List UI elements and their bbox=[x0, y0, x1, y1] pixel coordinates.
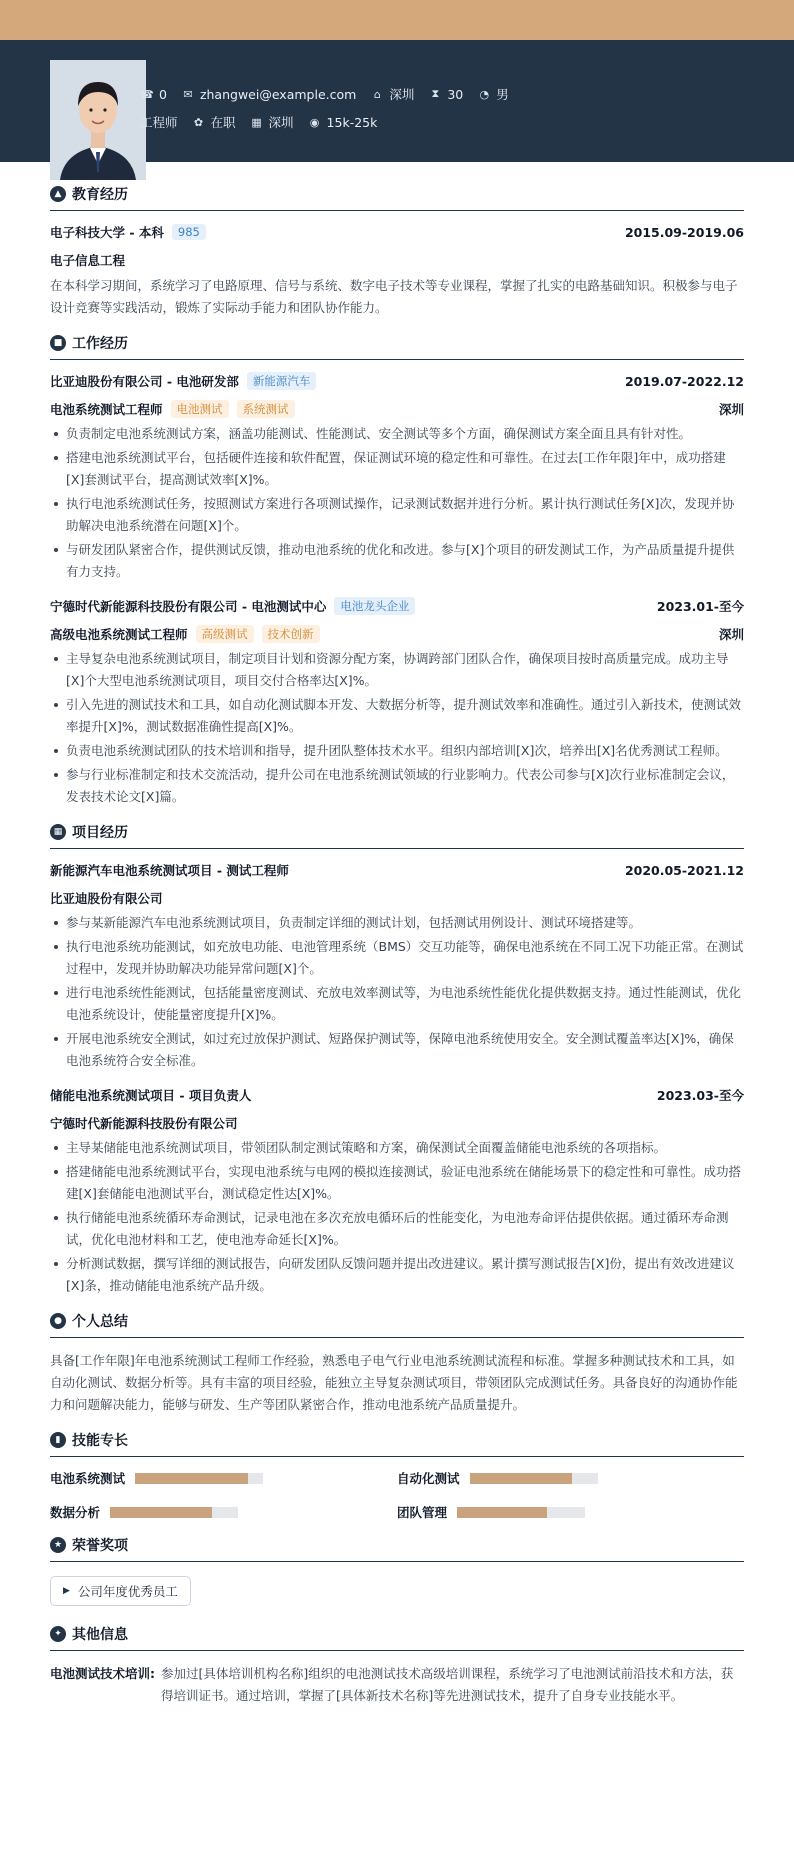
skill-name: 团队管理 bbox=[397, 1505, 448, 1520]
skill-item bbox=[50, 1469, 397, 1487]
company-name: 比亚迪股份有限公司 - 电池研发部 bbox=[50, 374, 239, 389]
skill-bar bbox=[135, 1473, 263, 1484]
contact-row-2 bbox=[140, 113, 391, 131]
chart-icon: ▮ bbox=[50, 1432, 66, 1448]
other-section bbox=[50, 1624, 744, 1707]
role-tag: 高级测试 bbox=[196, 625, 254, 643]
education-title: 教育经历 bbox=[72, 187, 128, 203]
contact-item bbox=[140, 87, 167, 102]
skill-item bbox=[397, 1469, 744, 1487]
education-date: 2015.09-2019.06 bbox=[624, 224, 744, 240]
contact-item bbox=[192, 113, 236, 131]
work-item bbox=[50, 597, 744, 808]
briefcase-icon: ■ bbox=[50, 335, 66, 351]
contact-item bbox=[140, 113, 178, 131]
play-icon: ▶ bbox=[63, 1586, 70, 1596]
list-item: 与研发团队紧密合作，提供测试反馈，推动电池系统的优化和改进。参与[X]个项目的研发测试工作，为产品质量提升提供有力支持。 bbox=[50, 539, 744, 583]
major: 电子信息工程 bbox=[50, 253, 126, 268]
contact-text: 工程师 bbox=[140, 115, 178, 130]
skill-name: 数据分析 bbox=[50, 1505, 101, 1520]
job-role: 电池系统测试工程师 bbox=[50, 402, 163, 417]
list-item: 主导某储能电池系统测试项目，带领团队制定测试策略和方案，确保测试全面覆盖储能电池系统的各项指标。 bbox=[50, 1137, 744, 1159]
project-bullets bbox=[50, 912, 744, 1072]
skill-bar bbox=[470, 1473, 598, 1484]
work-bullets bbox=[50, 648, 744, 808]
skill-name: 电池系统测试 bbox=[50, 1471, 126, 1486]
user-icon: ● bbox=[50, 1313, 66, 1329]
skill-item bbox=[50, 1503, 397, 1521]
role-tag: 系统测试 bbox=[237, 400, 295, 418]
list-item: 引入先进的测试技术和工具，如自动化测试脚本开发、大数据分析等，提升测试效率和准确性。通过引入新技术，使测试效率提升[X]%，测试数据准确性提高[X]%。 bbox=[50, 694, 744, 738]
grid-icon: ▦ bbox=[50, 824, 66, 840]
contact-text: 0 bbox=[159, 86, 167, 102]
list-item: 负责电池系统测试团队的技术培训和指导，提升团队整体技术水平。组织内部培训[X]次，培养出[X]名优秀测试工程师。 bbox=[50, 740, 744, 762]
project-name: 新能源汽车电池系统测试项目 - 测试工程师 bbox=[50, 863, 289, 878]
phone-icon: ☎ bbox=[140, 87, 154, 101]
contact-text: 30 bbox=[447, 86, 464, 102]
work-location: 深圳 bbox=[718, 627, 744, 642]
work-date: 2019.07-2022.12 bbox=[624, 373, 744, 389]
list-item: 搭建电池系统测试平台，包括硬件连接和软件配置，保证测试环境的稳定性和可靠性。在过去[工作年限]年中，成功搭建[X]套测试平台，提高测试效率[X]%。 bbox=[50, 447, 744, 491]
education-desc: 在本科学习期间，系统学习了电路原理、信号与系统、数字电子技术等专业课程，掌握了扎实的电路基础知识。积极参与电子设计竞赛等实践活动，锻炼了实际动手能力和团队协作能力。 bbox=[50, 278, 738, 315]
project-date: 2023.03-至今 bbox=[656, 1088, 744, 1103]
project-bullets bbox=[50, 1137, 744, 1297]
graduation-cap-icon: ▲ bbox=[50, 186, 66, 202]
resume-header bbox=[0, 40, 794, 162]
summary-section bbox=[50, 1311, 744, 1416]
role-tag: 电池测试 bbox=[171, 400, 229, 418]
resume-body bbox=[0, 162, 794, 1727]
summary-text: 具备[工作年限]年电池系统测试工程师工作经验，熟悉电子电气行业电池系统测试流程和标准。掌握多种测试技术和工具，如自动化测试、数据分析等。具有丰富的项目经验，能独立主导复杂测试项目，带领团队完成测试任务。具备良好的沟通协作能力和问题解决能力，能够与研发、生产等团队紧密合作，推动电池系统产品质量提升。 bbox=[50, 1353, 738, 1412]
contact-text: 男 bbox=[496, 87, 509, 102]
building-icon: ▦ bbox=[251, 115, 262, 129]
contact-text: 深圳 bbox=[268, 115, 294, 130]
contact-item bbox=[308, 115, 378, 130]
contact-text: zhangwei@example.com bbox=[199, 86, 357, 102]
work-item bbox=[50, 372, 744, 583]
role-tag: 技术创新 bbox=[262, 625, 320, 643]
summary-title: 个人总结 bbox=[72, 1314, 128, 1330]
status-icon: ✿ bbox=[193, 115, 204, 129]
education-section bbox=[50, 184, 744, 319]
company-name: 宁德时代新能源科技股份有限公司 - 电池测试中心 bbox=[50, 599, 327, 614]
list-item: 执行电池系统功能测试，如充放电功能、电池管理系统（BMS）交互功能等，确保电池系统在不同工况下功能正常。在测试过程中，发现并协助解决功能异常问题[X]个。 bbox=[50, 936, 744, 980]
list-item: 主导复杂电池系统测试项目，制定项目计划和资源分配方案，协调跨部门团队合作，确保项目按时高质量完成。成功主导[X]个大型电池系统测试项目，项目交付合格率达[X]%。 bbox=[50, 648, 744, 692]
work-location: 深圳 bbox=[718, 402, 744, 417]
other-label: 电池测试技术培训: bbox=[50, 1666, 155, 1681]
list-item: 开展电池系统安全测试，如过充过放保护测试、短路保护测试等，保障电池系统使用安全。安全测试覆盖率达[X]%，确保电池系统符合安全标准。 bbox=[50, 1028, 744, 1072]
work-date: 2023.01-至今 bbox=[656, 599, 744, 614]
contact-item bbox=[428, 87, 463, 102]
skill-bar bbox=[110, 1507, 238, 1518]
awards-title: 荣誉奖项 bbox=[72, 1538, 128, 1554]
contact-item bbox=[181, 87, 356, 102]
salary-icon: ◉ bbox=[309, 115, 320, 129]
top-accent-bar bbox=[0, 0, 794, 40]
contact-text: 15k-25k bbox=[326, 114, 378, 130]
skills-title: 技能专长 bbox=[72, 1433, 128, 1449]
contact-text: 深圳 bbox=[389, 87, 415, 102]
company-tag: 电池龙头企业 bbox=[334, 597, 415, 615]
info-icon: ✦ bbox=[50, 1626, 66, 1642]
project-date: 2020.05-2021.12 bbox=[624, 862, 744, 878]
skills-section bbox=[50, 1430, 744, 1521]
list-item: 进行电池系统性能测试，包括能量密度测试、充放电效率测试等，为电池系统性能优化提供数据支持。通过性能测试，优化电池系统设计，使能量密度提升[X]%。 bbox=[50, 982, 744, 1026]
contact-row-1 bbox=[140, 85, 523, 103]
projects-section bbox=[50, 822, 744, 1297]
home-icon: ⌂ bbox=[373, 87, 381, 101]
work-section bbox=[50, 333, 744, 808]
list-item: 参与行业标准制定和技术交流活动，提升公司在电池系统测试领域的行业影响力。代表公司参与[X]次行业标准制定会议，发表技术论文[X]篇。 bbox=[50, 764, 744, 808]
work-bullets bbox=[50, 423, 744, 583]
skill-bar bbox=[457, 1507, 585, 1518]
list-item: 负责制定电池系统测试方案，涵盖功能测试、性能测试、安全测试等多个方面，确保测试方案全面且具有针对性。 bbox=[50, 423, 744, 445]
project-company: 比亚迪股份有限公司 bbox=[50, 891, 163, 906]
list-item: 执行储能电池系统循环寿命测试，记录电池在多次充放电循环后的性能变化，为电池寿命评估提供依据。通过循环寿命测试，优化电池材料和工艺，使电池寿命延长[X]%。 bbox=[50, 1207, 744, 1251]
other-text: 参加过[具体培训机构名称]组织的电池测试技术高级培训课程，系统学习了电池测试前沿技术和方法，获得培训证书。通过培训，掌握了[具体新技术名称]等先进测试技术，提升了自身专业技能水平。 bbox=[161, 1666, 734, 1703]
contact-item bbox=[250, 113, 294, 131]
skill-bar-fill bbox=[110, 1507, 212, 1518]
gender-icon: ◔ bbox=[479, 87, 490, 101]
skill-name: 自动化测试 bbox=[397, 1471, 460, 1486]
award-text: 公司年度优秀员工 bbox=[77, 1584, 178, 1599]
projects-title: 项目经历 bbox=[72, 825, 128, 841]
project-company: 宁德时代新能源科技股份有限公司 bbox=[50, 1116, 238, 1131]
medal-icon: ★ bbox=[50, 1537, 66, 1553]
contact-item bbox=[477, 85, 509, 103]
project-name: 储能电池系统测试项目 - 项目负责人 bbox=[50, 1088, 252, 1103]
project-item bbox=[50, 1086, 744, 1297]
project-item bbox=[50, 861, 744, 1072]
mail-icon: ✉ bbox=[183, 87, 193, 101]
list-item: 参与某新能源汽车电池系统测试项目，负责制定详细的测试计划，包括测试用例设计、测试环境搭建等。 bbox=[50, 912, 744, 934]
age-icon: ⧗ bbox=[431, 87, 440, 100]
skill-item bbox=[397, 1503, 744, 1521]
company-tag: 新能源汽车 bbox=[247, 372, 317, 390]
job-role: 高级电池系统测试工程师 bbox=[50, 627, 188, 642]
avatar bbox=[50, 60, 146, 180]
skill-bar-fill bbox=[457, 1507, 547, 1518]
work-title: 工作经历 bbox=[72, 336, 128, 352]
other-item bbox=[50, 1663, 744, 1707]
list-item: 分析测试数据，撰写详细的测试报告，向研发团队反馈问题并提出改进建议。累计撰写测试报告[X]份，提出有效改进建议[X]条，推动储能电池系统产品升级。 bbox=[50, 1253, 744, 1297]
education-item bbox=[50, 223, 744, 319]
list-item: 搭建储能电池系统测试平台，实现电池系统与电网的模拟连接测试，验证电池系统在储能场景下的稳定性和可靠性。成功搭建[X]套储能电池测试平台，测试稳定性达[X]%。 bbox=[50, 1161, 744, 1205]
contact-text: 在职 bbox=[210, 115, 236, 130]
skill-bar-fill bbox=[135, 1473, 248, 1484]
skill-bar-fill bbox=[470, 1473, 572, 1484]
list-item: 执行电池系统测试任务，按照测试方案进行各项测试操作，记录测试数据并进行分析。累计执行测试任务[X]次，发现并协助解决电池系统潜在问题[X]个。 bbox=[50, 493, 744, 537]
award-item bbox=[50, 1576, 191, 1606]
other-title: 其他信息 bbox=[72, 1627, 128, 1643]
contact-item bbox=[370, 85, 414, 103]
school-tag: 985 bbox=[172, 224, 206, 240]
awards-section bbox=[50, 1535, 744, 1620]
school-name: 电子科技大学 - 本科 bbox=[50, 225, 164, 240]
